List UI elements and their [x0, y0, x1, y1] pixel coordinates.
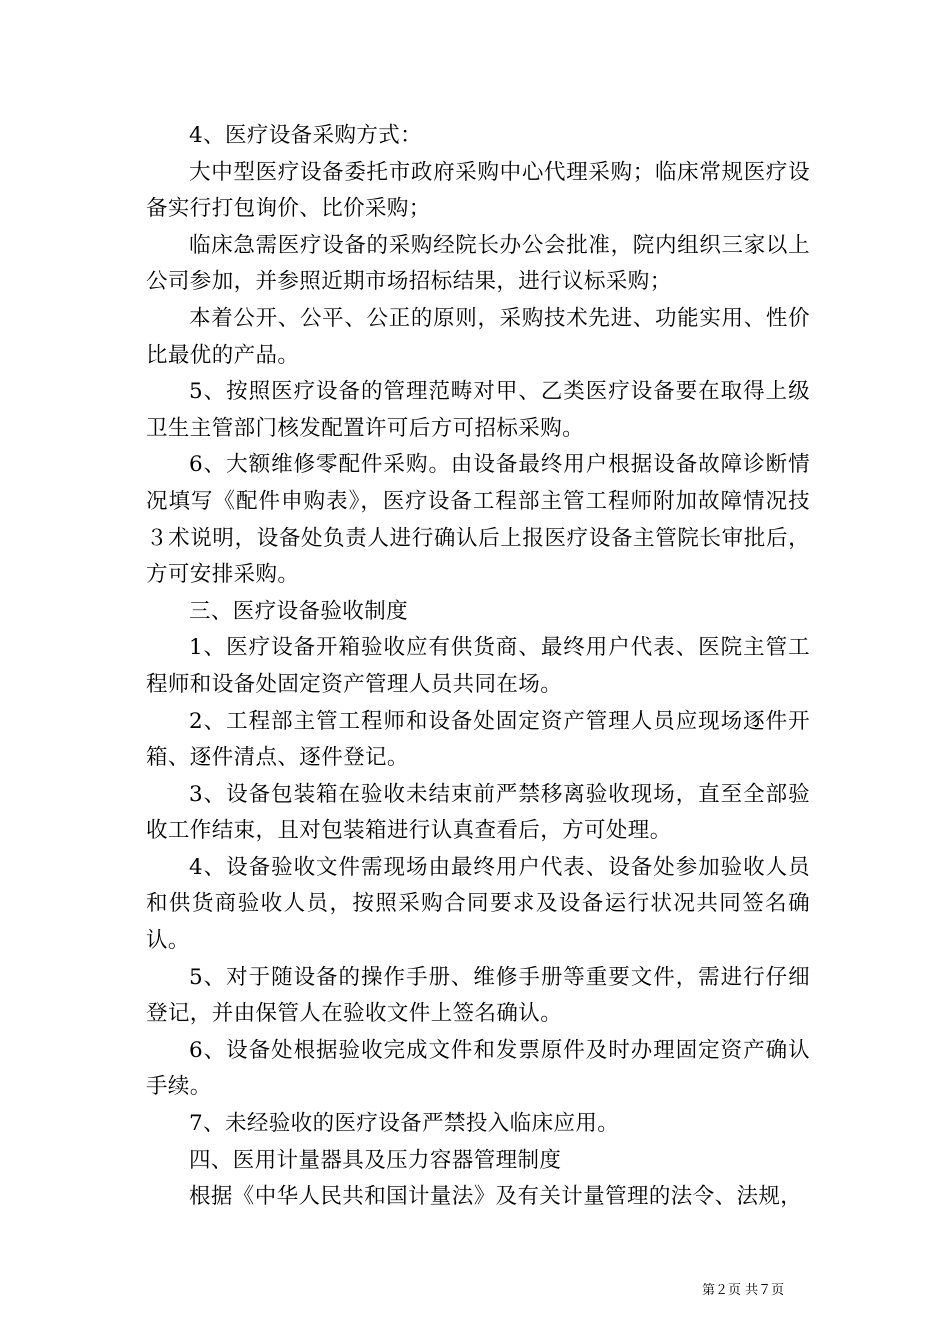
document-body — [146, 118, 810, 1216]
paragraph: 5、对于随设备的操作手册、维修手册等重要文件，需进行仔细登记，并由保管人在验收文件上签名确认。 — [146, 964, 810, 1027]
paragraph: 1、医疗设备开箱验收应有供货商、最终用户代表、医院主管工程师和设备处固定资产管理人员共同在场。 — [146, 635, 810, 697]
paragraph: 6、大额维修零配件采购。由设备最终用户根据设备故障诊断情况填写《配件申购表》，医疗设备工程部主管工程师附加故障情况技３术说明，设备处负责人进行确认后上报医疗设备主管院长审批后，方可安排采购。 — [146, 452, 810, 588]
section-heading: 三、医疗设备验收制度 — [189, 598, 409, 624]
paragraph: 4、医疗设备采购方式： — [189, 123, 423, 148]
paragraph: 临床急需医疗设备的采购经院长办公会批准，院内组织三家以上公司参加，并参照近期市场招标结果，进行议标采购； — [146, 232, 810, 295]
section-heading: 四、医用计量器具及压力容器管理制度 — [189, 1147, 562, 1173]
paragraph: 2、工程部主管工程师和设备处固定资产管理人员应现场逐件开箱、逐件清点、逐件登记。 — [146, 708, 810, 771]
paragraph: 4、设备验收文件需现场由最终用户代表、设备处参加验收人员和供货商验收人员，按照采购合同要求及设备运行状况共同签名确认。 — [146, 854, 810, 954]
paragraph: 3、设备包装箱在验收未结束前严禁移离验收现场，直至全部验收工作结束，且对包装箱进行认真查看后，方可处理。 — [146, 781, 810, 844]
page-number-footer: 第２页 共７页 — [702, 1283, 785, 1298]
paragraph: 5、按照医疗设备的管理范畴对甲、乙类医疗设备要在取得上级卫生主管部门核发配置许可后方可招标采购。 — [146, 379, 810, 441]
paragraph: 大中型医疗设备委托市政府采购中心代理采购；临床常规医疗设备实行打包询价、比价采购； — [146, 159, 810, 222]
paragraph: 本着公开、公平、公正的原则，采购技术先进、功能实用、性价比最优的产品。 — [146, 305, 810, 368]
paragraph: 根据《中华人民共和国计量法》及有关计量管理的法令、法规， — [189, 1184, 803, 1210]
paragraph: 6、设备处根据验收完成文件和发票原件及时办理固定资产确认手续。 — [146, 1037, 810, 1100]
paragraph: 7、未经验收的医疗设备严禁投入临床应用。 — [189, 1111, 620, 1137]
